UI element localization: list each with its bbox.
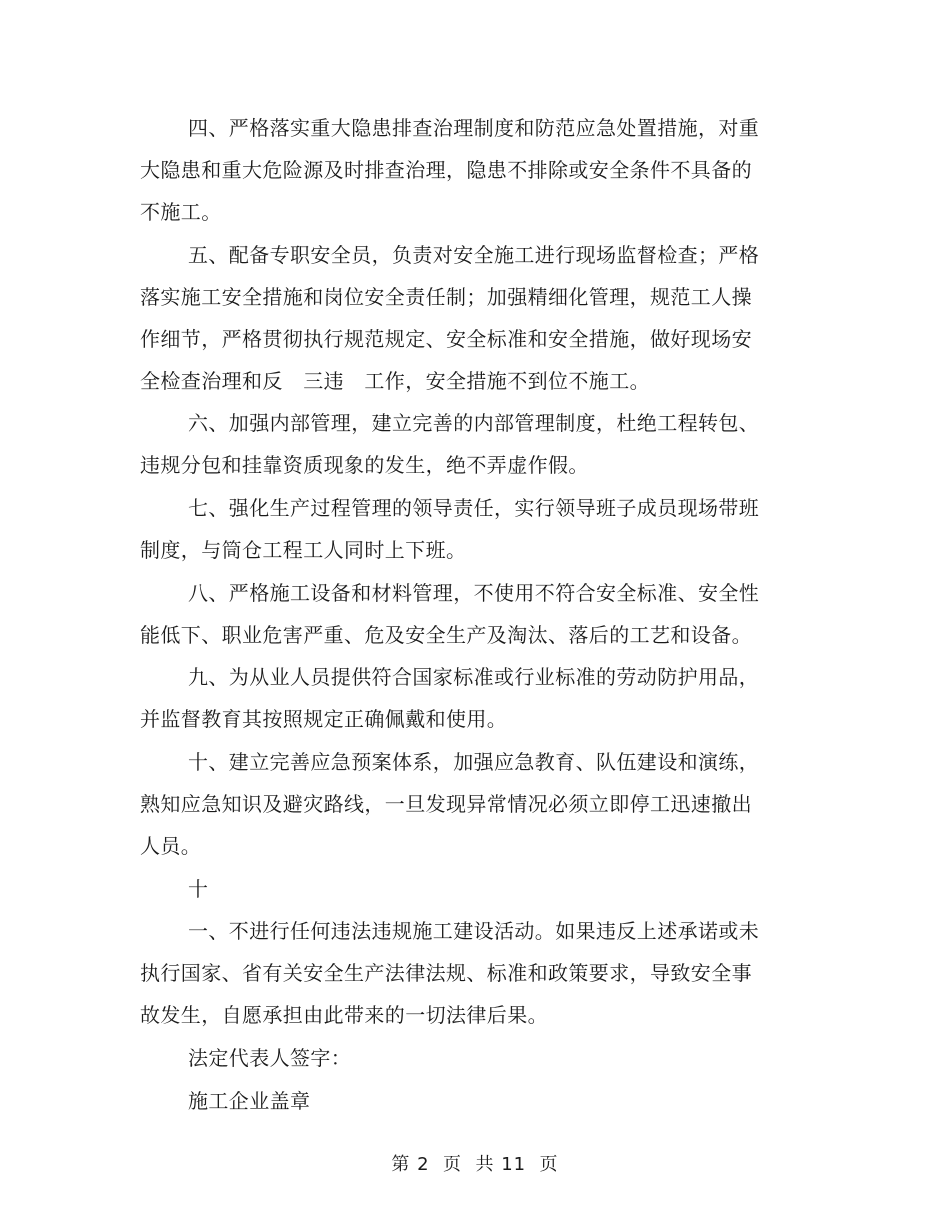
paragraph-7-line-1: 七、强化生产过程管理的领导责任，实行领导班子成员现场带班 (188, 496, 760, 520)
paragraph-10-line-1: 十、建立完善应急预案体系，加强应急教育、队伍建设和演练， (188, 750, 760, 774)
paragraph-9-line-2: 并监督教育其按照规定正确佩戴和使用。 (140, 707, 508, 731)
legal-representative-signature-label: 法定代表人签字： (188, 1046, 352, 1070)
paragraph-7-line-2: 制度，与筒仓工程工人同时上下班。 (140, 538, 467, 562)
paragraph-4-line-1: 四、严格落实重大隐患排查治理制度和防范应急处置措施，对重 (188, 116, 760, 140)
paragraph-10-line-2: 熟知应急知识及避灾路线，一旦发现异常情况必须立即停工迅速撤出 (140, 792, 752, 816)
paragraph-4-line-3: 不施工。 (140, 200, 222, 224)
paragraph-11-line-3: 故发生，自愿承担由此带来的一切法律后果。 (140, 1003, 548, 1027)
paragraph-6-line-2: 违规分包和挂靠资质现象的发生，绝不弄虚作假。 (140, 453, 589, 477)
paragraph-11-heading: 十 (188, 877, 209, 901)
paragraph-4-line-2: 大隐患和重大危险源及时排查治理，隐患不排除或安全条件不具备的 (140, 158, 752, 182)
paragraph-11-line-1: 一、不进行任何违法违规施工建设活动。如果违反上述承诺或未 (188, 919, 760, 943)
company-seal-label: 施工企业盖章 (188, 1089, 311, 1113)
paragraph-6-line-1: 六、加强内部管理，建立完善的内部管理制度，杜绝工程转包、 (188, 411, 760, 435)
paragraph-5-line-3: 作细节，严格贯彻执行规范规定、安全标准和安全措施，做好现场安 (140, 327, 752, 351)
paragraph-5-line-4: 全检查治理和反 三违 工作，安全措施不到位不施工。 (140, 369, 650, 393)
paragraph-11-line-2: 执行国家、省有关安全生产法律法规、标准和政策要求，导致安全事 (140, 961, 752, 985)
paragraph-5-line-2: 落实施工安全措施和岗位安全责任制；加强精细化管理，规范工人操 (140, 285, 752, 309)
page-number-footer: 第 2 页 共 11 页 (391, 1154, 559, 1175)
paragraph-10-line-3: 人员。 (140, 834, 202, 858)
paragraph-8-line-1: 八、严格施工设备和材料管理，不使用不符合安全标准、安全性 (188, 581, 760, 605)
paragraph-5-line-1: 五、配备专职安全员，负责对安全施工进行现场监督检查；严格 (188, 243, 760, 267)
paragraph-8-line-2: 能低下、职业危害严重、危及安全生产及淘汰、落后的工艺和设备。 (140, 623, 752, 647)
paragraph-9-line-1: 九、为从业人员提供符合国家标准或行业标准的劳动防护用品， (188, 665, 760, 689)
